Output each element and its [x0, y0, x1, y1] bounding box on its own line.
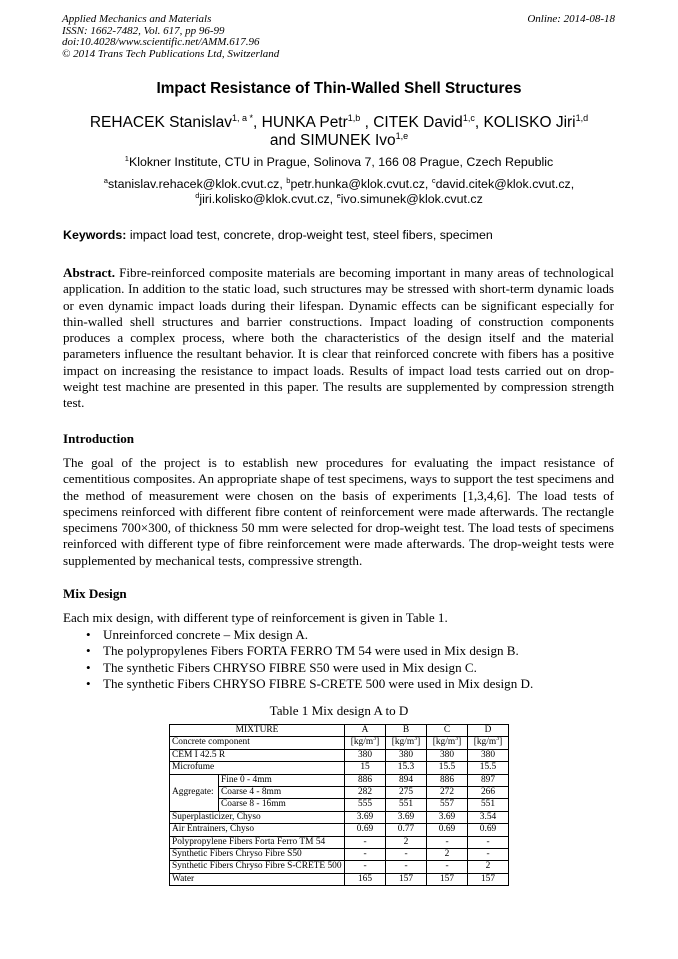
units-label: Concrete component — [170, 737, 345, 749]
cell-value: 557 — [427, 799, 468, 811]
unit-sup: 3 — [414, 736, 418, 743]
cell-value: 380 — [427, 749, 468, 761]
unit-close: ] — [499, 737, 503, 748]
author-sup: 1, a * — [232, 113, 254, 123]
row-label: Air Entrainers, Chyso — [170, 824, 345, 836]
cell-value: - — [427, 861, 468, 873]
row-label: CEM I 42.5 R — [170, 749, 345, 761]
table-row — [170, 849, 509, 861]
cell-value: 157 — [427, 873, 468, 885]
bullet-icon: • — [86, 659, 91, 675]
abstract — [63, 265, 614, 412]
author-name: KOLISKO Jiri — [483, 114, 576, 131]
cell-value: 894 — [386, 774, 427, 786]
list-item — [86, 676, 533, 692]
issn-line: ISSN: 1662-7482, Vol. 617, pp 96-99 — [62, 24, 225, 37]
cell-value: 165 — [345, 873, 386, 885]
cell-value: 15.5 — [468, 762, 509, 774]
author-name: REHACEK Stanislav — [89, 114, 232, 131]
table-row — [170, 749, 509, 761]
bullet-icon: • — [86, 627, 91, 642]
cell-value: 15.3 — [386, 762, 427, 774]
table-row — [170, 824, 509, 836]
cell-value: 0.69 — [468, 824, 509, 836]
doi-line: doi:10.4028/www.scientific.net/AMM.617.96 — [62, 36, 260, 48]
unit-cell — [427, 737, 468, 749]
cell-value: 886 — [345, 774, 386, 786]
cell-value: 157 — [386, 873, 427, 885]
cell-value: 3.54 — [468, 811, 509, 823]
affiliation-text: Klokner Institute, CTU in Prague, Solinova 7, 166 08 Prague, Czech Republic — [128, 155, 554, 169]
cell-value: 2 — [427, 849, 468, 861]
table-row — [170, 811, 509, 823]
cell-value: 380 — [386, 749, 427, 761]
cell-value: 157 — [468, 873, 509, 885]
email-link[interactable]: ivo.simunek@klok.cvut.cz — [340, 192, 483, 206]
cell-value: - — [345, 836, 386, 848]
cell-value: 0.77 — [386, 824, 427, 836]
list-item — [86, 643, 533, 659]
unit-cell — [345, 737, 386, 749]
cell-value: 886 — [427, 774, 468, 786]
row-label: Coarse 4 - 8mm — [219, 787, 345, 799]
cell-value: 0.69 — [427, 824, 468, 836]
cell-value: 2 — [386, 836, 427, 848]
table-caption: Table 1 Mix design A to D — [269, 703, 409, 718]
author-sup: 1,e — [395, 131, 409, 141]
email-link[interactable]: stanislav.rehacek@klok.cvut.cz, — [107, 177, 283, 191]
cell-value: 551 — [468, 799, 509, 811]
list-item-text: The synthetic Fibers CHRYSO FIBRE S50 were used in Mix design C. — [103, 659, 477, 675]
cell-value: - — [345, 849, 386, 861]
introduction-heading: Introduction — [63, 431, 135, 446]
unit-sup: 3 — [373, 736, 377, 743]
table-row — [170, 787, 509, 799]
unit-sup: 3 — [496, 736, 500, 743]
table-row — [170, 774, 509, 786]
cell-value: 275 — [386, 787, 427, 799]
cell-value: - — [345, 861, 386, 873]
cell-value: 380 — [345, 749, 386, 761]
cell-value: 272 — [427, 787, 468, 799]
cell-value: 380 — [468, 749, 509, 761]
row-label: Coarse 8 - 16mm — [219, 799, 345, 811]
table-row — [170, 762, 509, 774]
cell-value: - — [468, 849, 509, 861]
table-row — [170, 836, 509, 848]
unit-close: ] — [376, 737, 380, 748]
table-units-row — [170, 737, 509, 749]
abstract-text: Fibre-reinforced composite materials are becoming important in many areas of technological application. In addition to the static load, such structures may be stressed with short-term dynamic loads or even dynamic impact loads during their lifespan. Dynamic effects can be significant especially for thin-walled shell structures and barrier constructions. Impact loading of construction components produces a complex process, where both the characteristics of the design itself and the material parameters influence the resultant behavior. It is clear that reinforced concrete with fibers has a positive impact on increasing the resistance to impact loads. Results of impact load tests carried out on drop-weight test machine are presented in this paper. The results are supplemented by compression strength test. — [63, 265, 614, 411]
unit-text: [kg/m — [391, 737, 415, 748]
list-item — [86, 660, 533, 676]
table-row — [170, 873, 509, 885]
copyright-line: © 2014 Trans Tech Publications Ltd, Switzerland — [62, 47, 280, 60]
journal-header — [62, 14, 279, 60]
cell-value: 3.69 — [427, 811, 468, 823]
cell-value: 897 — [468, 774, 509, 786]
keywords-text: impact load test, concrete, drop-weight test, steel fibers, specimen — [129, 228, 493, 242]
mix-design-heading: Mix Design — [63, 586, 127, 601]
mix-design-bullets — [86, 627, 533, 692]
cell-value: 3.69 — [386, 811, 427, 823]
table-row — [170, 799, 509, 811]
header-mixture: MIXTURE — [170, 725, 345, 737]
unit-sup: 3 — [455, 736, 459, 743]
email-sup: e — [336, 191, 341, 200]
email-sup: a — [103, 176, 108, 185]
header-col: B — [386, 725, 427, 737]
cell-value: 2 — [468, 861, 509, 873]
cell-value: - — [386, 849, 427, 861]
cell-value: 15 — [345, 762, 386, 774]
row-label: Water — [170, 873, 345, 885]
online-date: Online: 2014-08-18 — [527, 13, 615, 25]
cell-value: 551 — [386, 799, 427, 811]
header-col: D — [468, 725, 509, 737]
mix-design-intro: Each mix design, with different type of reinforcement is given in Table 1. — [63, 610, 448, 625]
email-sup: d — [195, 191, 200, 200]
email-sup: b — [286, 176, 291, 185]
row-label: Fine 0 - 4mm — [219, 774, 345, 786]
table-row — [170, 861, 509, 873]
author-list: REHACEK Stanislav$^{1, a *}$, HUNKA Petr$^{1,b}$ , CITEK David$^{1,c}$, KOLISKO Jiri$^{1,d}$ and SIMUNEK Ivo$^{1,e}$ — [89, 113, 589, 149]
header-col: A — [345, 725, 386, 737]
email-list — [0, 177, 678, 207]
cell-value: 15.5 — [427, 762, 468, 774]
bullet-icon: • — [86, 643, 91, 659]
author-sup: 1,c — [462, 113, 475, 123]
row-label: Synthetic Fibers Chryso Fibre S50 — [170, 849, 345, 861]
cell-value: - — [386, 861, 427, 873]
unit-text: [kg/m — [432, 737, 456, 748]
abstract-label: Abstract. — [63, 265, 115, 280]
journal-name: Applied Mechanics and Materials — [62, 13, 212, 25]
author-name: CITEK David — [373, 114, 463, 131]
unit-cell — [386, 737, 427, 749]
affiliation — [0, 155, 678, 169]
list-item-text: Unreinforced concrete – Mix design A. — [103, 627, 309, 642]
introduction-text: The goal of the project is to establish new procedures for evaluating the impact resistance of cementitious composites. An appropriate shape of test specimens, ways to support the test specimens and the method of measurement were chosen on the basis of experiments [1,3,4,6]. The load tests of specimens reinforced with different fibre content of reinforcement were made afterwards. The rectangle specimens 700×300, of thickness 50 mm were selected for drop-weight test. The load tests of specimens reinforced with different type of fibre reinforcement were made afterwards. The drop-weight tests were supplemented by mechanical tests, compressive strength. — [63, 455, 614, 568]
bullet-icon: • — [86, 675, 91, 691]
cell-value: 266 — [468, 787, 509, 799]
email-link[interactable]: petr.hunka@klok.cvut.cz, — [290, 177, 429, 191]
author-sup: 1,b — [347, 113, 361, 123]
authors-joiner: and — [269, 132, 296, 149]
author-sup: 1,d — [575, 113, 589, 123]
cell-value: 555 — [345, 799, 386, 811]
row-label: Superplasticizer, Chyso — [170, 811, 345, 823]
row-label: Polypropylene Fibers Forta Ferro TM 54 — [170, 836, 345, 848]
unit-close: ] — [417, 737, 421, 748]
unit-cell — [468, 737, 509, 749]
unit-text: [kg/m — [473, 737, 497, 748]
keywords-label: Keywords: — [63, 228, 127, 242]
header-col: C — [427, 725, 468, 737]
cell-value: 3.69 — [345, 811, 386, 823]
author-name: HUNKA Petr — [261, 114, 348, 131]
unit-close: ] — [458, 737, 462, 748]
cell-value: - — [468, 836, 509, 848]
row-label: Synthetic Fibers Chryso Fibre S-CRETE 500 — [170, 861, 345, 873]
list-item-text: The synthetic Fibers CHRYSO FIBRE S-CRETE 500 were used in Mix design D. — [103, 675, 534, 691]
cell-value: - — [427, 836, 468, 848]
author-name: SIMUNEK Ivo — [300, 132, 396, 149]
email-sup: c — [431, 176, 436, 185]
mix-design-table — [169, 724, 509, 886]
keywords — [63, 228, 493, 242]
email-link[interactable]: jiri.kolisko@klok.cvut.cz, — [199, 192, 334, 206]
affiliation-sup: 1 — [124, 154, 129, 163]
cell-value: 0.69 — [345, 824, 386, 836]
unit-text: [kg/m — [350, 737, 374, 748]
email-link[interactable]: david.citek@klok.cvut.cz, — [435, 177, 575, 191]
list-item-text: The polypropylenes Fibers FORTA FERRO TM 54 were used in Mix design B. — [103, 643, 519, 659]
list-item — [86, 627, 533, 643]
aggregate-label: Aggregate: — [170, 774, 219, 811]
cell-value: 282 — [345, 787, 386, 799]
paper-title: Impact Resistance of Thin-Walled Shell Structures — [156, 80, 522, 97]
row-label: Microfume — [170, 762, 345, 774]
table-header-row — [170, 725, 509, 737]
